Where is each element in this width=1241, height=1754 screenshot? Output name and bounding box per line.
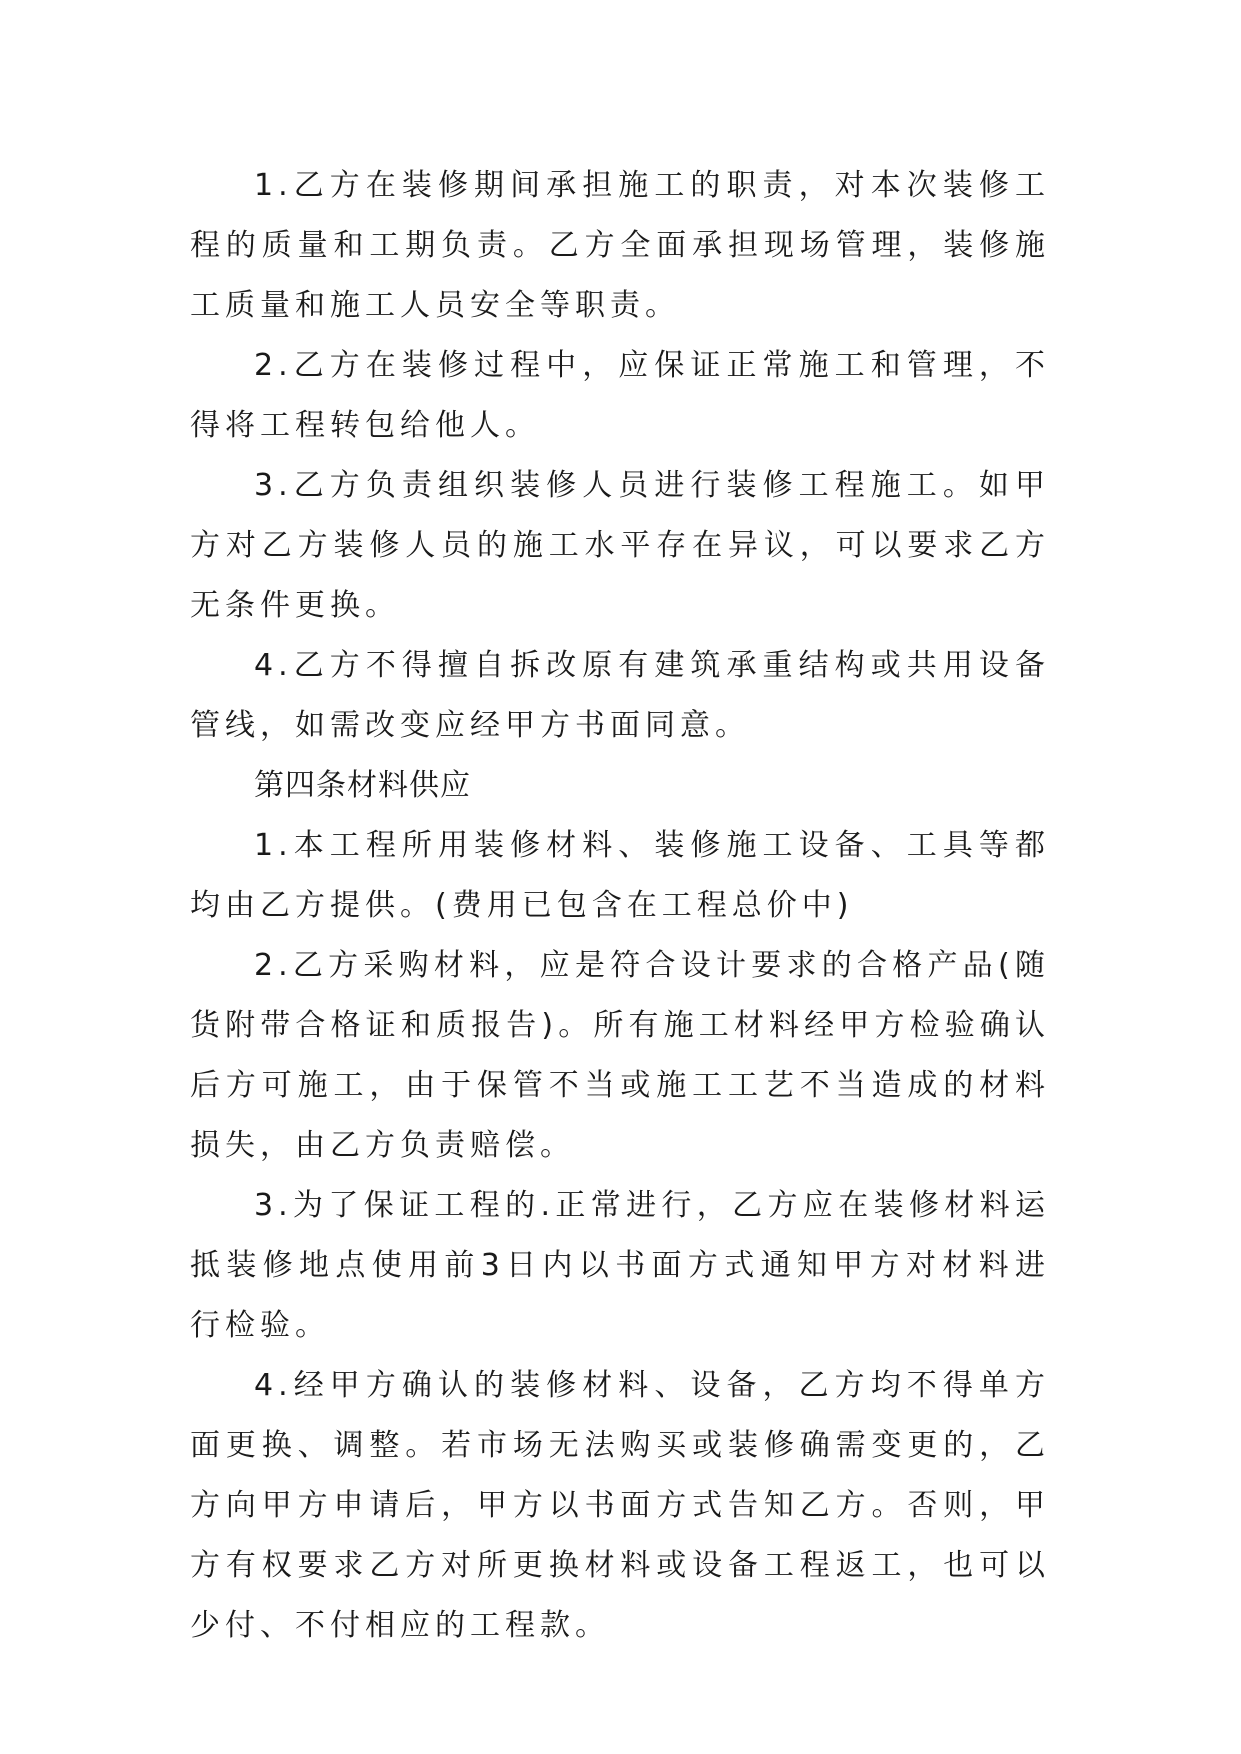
clause-paragraph-2: 2.乙方在装修过程中，应保证正常施工和管理，不得将工程转包给他人。 <box>190 348 1050 443</box>
clause-paragraph-1: 1.乙方在装修期间承担施工的职责，对本次装修工程的质量和工期负责。乙方全面承担现场管理，装修施工质量和施工人员安全等职责。 <box>190 168 1050 323</box>
section-heading: 第四条材料供应 <box>254 768 471 803</box>
clause-paragraph-4: 4.乙方不得擅自拆改原有建筑承重结构或共用设备管线，如需改变应经甲方书面同意。 <box>190 648 1050 743</box>
material-clause-4: 4.经甲方确认的装修材料、设备，乙方均不得单方面更换、调整。若市场无法购买或装修确需变更的，乙方向甲方申请后，甲方以书面方式告知乙方。否则，甲方有权要求乙方对所更换材料或设备工程返工，也可以少付、不付相应的工程款。 <box>190 1368 1050 1643</box>
material-clause-1: 1.本工程所用装修材料、装修施工设备、工具等都均由乙方提供。(费用已包含在工程总价中) <box>190 828 1050 923</box>
document-body <box>190 156 1050 1656</box>
material-clause-3: 3.为了保证工程的.正常进行，乙方应在装修材料运抵装修地点使用前3日内以书面方式通知甲方对材料进行检验。 <box>190 1188 1050 1343</box>
material-clause-2: 2.乙方采购材料，应是符合设计要求的合格产品(随货附带合格证和质报告)。所有施工材料经甲方检验确认后方可施工，由于保管不当或施工工艺不当造成的材料损失，由乙方负责赔偿。 <box>190 948 1050 1163</box>
clause-paragraph-3: 3.乙方负责组织装修人员进行装修工程施工。如甲方对乙方装修人员的施工水平存在异议，可以要求乙方无条件更换。 <box>190 468 1050 623</box>
